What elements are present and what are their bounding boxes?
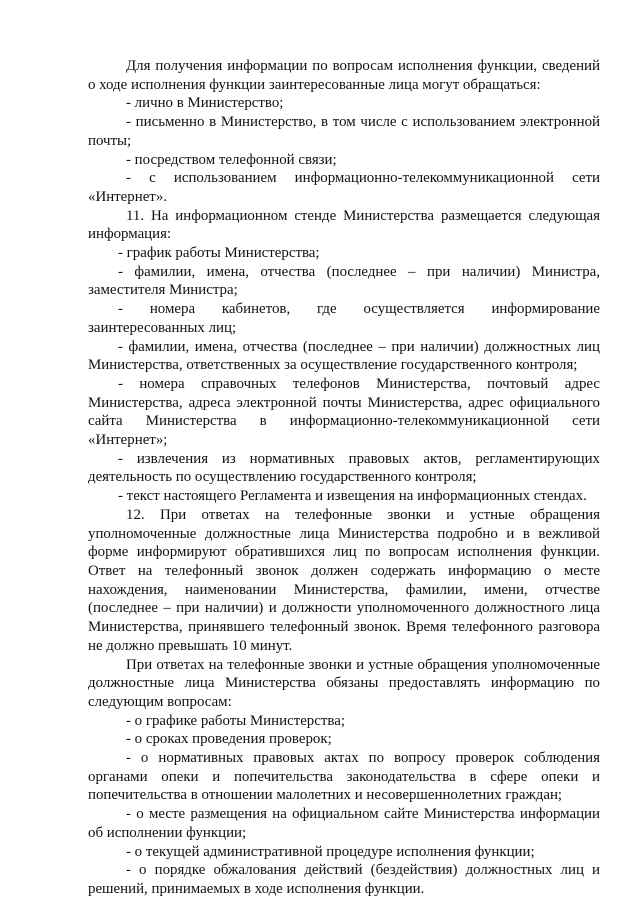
list-item-phone: - посредством телефонной связи; [126,151,337,168]
list-item-in-writing: - письменно в Министерство, в том числе с использованием электронной почты; [88,114,600,149]
list-item-regulation-text: - текст настоящего Регламента и извещения на информационных стендах. [118,488,587,505]
list-item-website-info: - о месте размещения на официальном сайте Министерства информации об исполнении функции; [88,806,600,841]
list-item-schedule: - график работы Министерства; [118,245,320,262]
list-item-in-person: - лично в Министерство; [126,95,284,112]
list-item-internet: - с использованием информационно-телекоммуникационной сети «Интернет». [88,170,600,205]
paragraph-section-12: 12. При ответах на телефонные звонки и устные обращения уполномоченные должностные лица Министерства подробно и в вежливой форме информируют обратившихся лиц по вопросам исполнения функции. Ответ на телефонный звонок должен содержать информацию о месте нахождения, наименовании Министерства, фамилии, имени, отчестве (последнее – при наличии) и должности уполномоченного должностного лица Министерства, принявшего телефонный звонок. Время телефонного разговора не должно превышать 10 минут. [88,506,600,654]
list-item-work-schedule: - о графике работы Министерства; [126,712,345,729]
list-item-officials-names: - фамилии, имена, отчества (последнее – при наличии) должностных лиц Министерства, ответственных за осуществление государственного контроля; [88,338,600,374]
list-item-regulatory-extracts: - извлечения из нормативных правовых актов, регламентирующих деятельность по осуществлению государственного контроля; [88,450,600,486]
document-page [88,57,600,899]
list-item-inspection-terms: - о сроках проведения проверок; [126,731,332,748]
list-item-minister-names: - фамилии, имена, отчества (последнее – при наличии) Министра, заместителя Министра; [88,263,600,299]
paragraph-info-intro: Для получения информации по вопросам исполнения функции, сведений о ходе исполнения функции заинтересованные лица могут обращаться: [88,58,600,93]
list-item-current-procedure: - о текущей административной процедуре исполнения функции; [126,843,535,860]
list-item-contacts: - номера справочных телефонов Министерства, почтовый адрес Министерства, адреса электронной почты Министерства, адрес официального сайта Министерства в информационно-телекоммуникационной сети «Интернет»; [88,375,600,449]
paragraph-phone-answers: При ответах на телефонные звонки и устные обращения уполномоченные должностные лица Министерства обязаны предоставлять информацию по следующим вопросам: [88,656,600,710]
list-item-office-numbers: - номера кабинетов, где осуществляется информирование заинтересованных лиц; [88,301,600,336]
list-item-appeal-procedure: - о порядке обжалования действий (бездействия) должностных лиц и решений, принимаемых в ходе исполнения функции. [88,862,600,897]
list-item-legal-acts: - о нормативных правовых актах по вопросу проверок соблюдения органами опеки и попечительства законодательства в сфере опеки и попечительства в отношении малолетних и несовершеннолетних граждан; [88,750,600,804]
paragraph-section-11: 11. На информационном стенде Министерства размещается следующая информация: [88,207,600,243]
